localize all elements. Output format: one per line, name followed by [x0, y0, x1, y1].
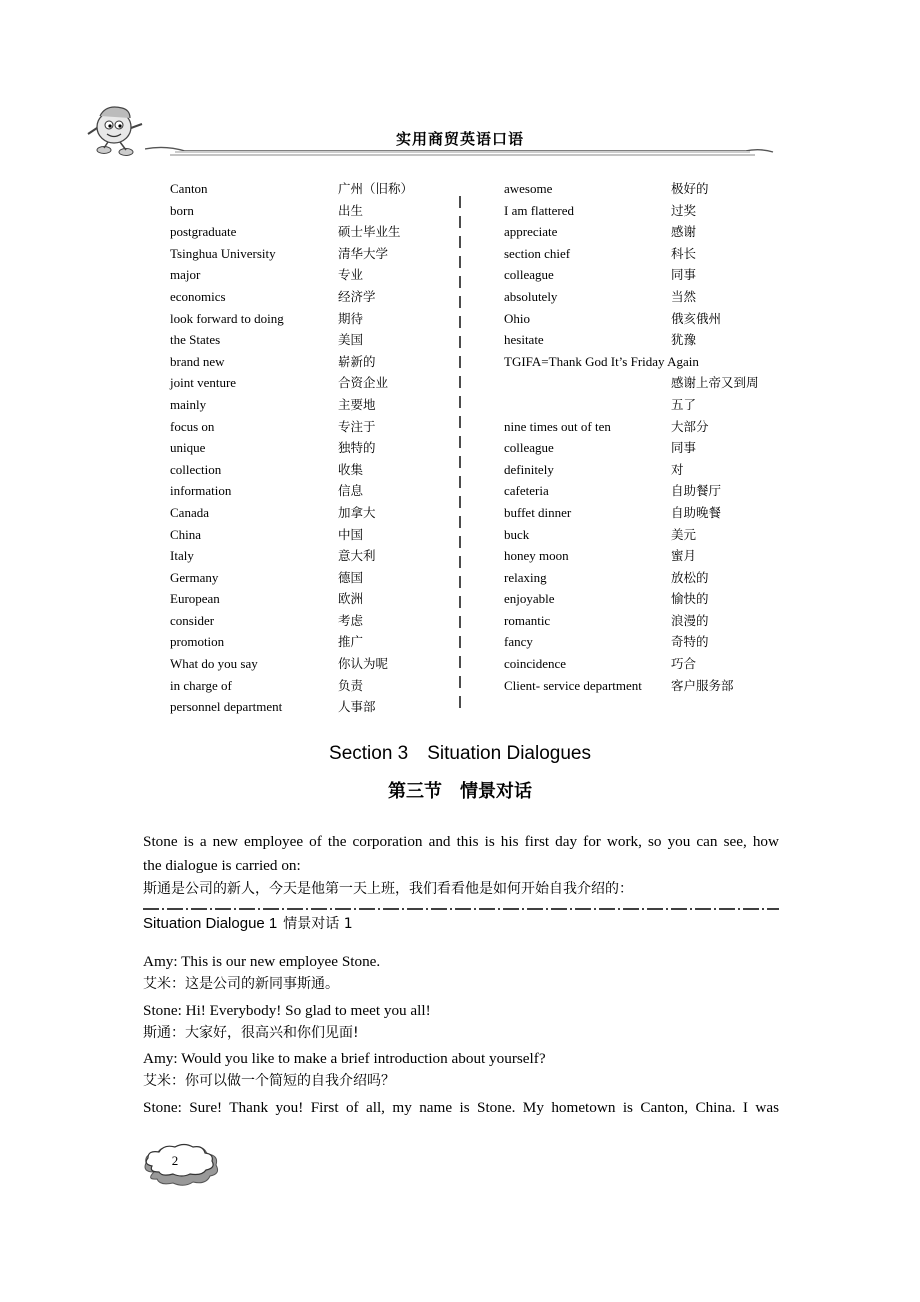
vocab-english: European — [170, 591, 220, 607]
vocab-chinese: 放松的 — [671, 569, 709, 585]
vocab-english: section chief — [504, 245, 571, 261]
vocab-english: honey moon — [504, 548, 569, 564]
vocab-english: relaxing — [504, 569, 547, 585]
vocab-english: appreciate — [504, 224, 558, 240]
section-title: Section 3 Situation Dialogues — [329, 743, 591, 764]
vocab-row — [504, 545, 804, 567]
vocab-row — [170, 696, 460, 718]
vocab-chinese: 加拿大 — [338, 504, 376, 520]
vocab-row — [504, 588, 804, 610]
dialogue-line-zh: 艾米：你可以做一个简短的自我介绍吗？ — [143, 1073, 395, 1089]
vocab-chinese: 专业 — [338, 267, 364, 283]
vocab-english: nine times out of ten — [504, 418, 611, 434]
vocab-chinese: 经济学 — [338, 288, 376, 304]
vocab-chinese: 巧合 — [671, 656, 697, 672]
vocab-row — [504, 286, 804, 308]
vocab-chinese: 硕士毕业生 — [338, 224, 401, 240]
vocab-chinese: 广州（旧称） — [338, 181, 414, 196]
vocab-chinese: 人事部 — [338, 699, 376, 715]
vocab-english: personnel department — [170, 699, 283, 715]
vocab-english: colleague — [504, 267, 554, 283]
vocab-row — [170, 308, 460, 330]
vocab-row — [504, 567, 804, 589]
vocab-row — [504, 329, 804, 351]
vocab-english: in charge of — [170, 677, 232, 693]
vocab-english: postgraduate — [170, 224, 237, 240]
vocab-english: born — [170, 202, 194, 218]
vocab-row — [170, 567, 460, 589]
vocab-english: What do you say — [170, 656, 258, 672]
vocab-chinese: 收集 — [338, 461, 364, 477]
page-number: 2 — [171, 1153, 179, 1168]
vocab-row — [170, 675, 460, 697]
vocab-row — [170, 351, 460, 373]
vocab-row — [504, 372, 804, 394]
vocab-chinese: 感谢 — [671, 224, 697, 240]
vocab-chinese: 中国 — [338, 526, 364, 542]
dialogue-line-en: Amy: Would you like to make a brief introduction about yourself? — [143, 1050, 546, 1067]
vocab-chinese: 蜜月 — [671, 548, 697, 564]
vocab-chinese: 大部分 — [671, 418, 709, 434]
vocab-english: coincidence — [504, 656, 567, 672]
vocab-row — [170, 416, 460, 438]
vocab-english: economics — [170, 288, 226, 304]
vocab-row — [504, 480, 804, 502]
vocab-row — [170, 178, 460, 200]
vocab-chinese: 负责 — [338, 677, 364, 693]
vocab-chinese: 浪漫的 — [671, 612, 709, 628]
vocab-row — [504, 200, 804, 222]
vocab-chinese: 推广 — [338, 634, 364, 650]
vocab-row — [170, 243, 460, 265]
vocab-chinese: 自助晚餐 — [671, 504, 722, 520]
vocab-chinese: 期待 — [338, 310, 364, 326]
vocab-english: information — [170, 483, 232, 499]
dialogue-heading-en: Situation Dialogue 1 — [143, 915, 278, 932]
vocab-english: China — [170, 526, 202, 542]
vocab-chinese: 愉快的 — [671, 591, 709, 607]
dialogue-line-en: Stone: Hi! Everybody! So glad to meet you all! — [143, 1002, 431, 1019]
vocab-english: promotion — [170, 634, 225, 650]
vocab-chinese: 对 — [671, 461, 684, 477]
vocab-english: Germany — [170, 569, 219, 585]
dialogue-heading-zh: 情景对话 1 — [283, 916, 353, 932]
vocab-chinese: 奇特的 — [671, 634, 709, 650]
vocab-row — [504, 416, 804, 438]
vocab-chinese: 考虑 — [338, 612, 364, 628]
vocab-row — [170, 480, 460, 502]
dialogue-line-en-last: Stone: Sure! Thank you! First of all, my name is Stone. My hometown is Canton, China. I was — [143, 1099, 779, 1116]
vocab-english: brand new — [170, 353, 225, 369]
vocab-row — [170, 372, 460, 394]
intro-line-2: the dialogue is carried on: — [143, 857, 301, 874]
vocab-chinese: 同事 — [671, 440, 697, 456]
section-title-chinese: 第三节 情景对话 — [388, 781, 532, 802]
vocab-english: buffet dinner — [504, 504, 572, 520]
vocab-row — [504, 610, 804, 632]
vocab-chinese: 德国 — [338, 569, 364, 585]
vocab-row — [170, 437, 460, 459]
vocab-row — [170, 588, 460, 610]
vocab-english: Canada — [170, 504, 209, 520]
dialogue-line-zh: 艾米：这是公司的新同事斯通。 — [143, 976, 339, 992]
vocab-english: Ohio — [504, 310, 530, 326]
vocab-english: consider — [170, 612, 215, 628]
vocab-chinese: 感谢上帝又到周 — [671, 375, 759, 391]
vocab-chinese: 专注于 — [338, 418, 376, 434]
vocab-list-right — [504, 178, 804, 696]
intro-chinese: 斯通是公司的新人，今天是他第一天上班，我们看看他是如何开始自我介绍的： — [143, 881, 633, 897]
vocab-row — [170, 264, 460, 286]
vocab-english: colleague — [504, 440, 554, 456]
vocab-row — [170, 631, 460, 653]
vocab-english: I am flattered — [504, 202, 575, 218]
vocab-english: Tsinghua University — [170, 245, 276, 261]
vocab-chinese: 出生 — [338, 202, 364, 218]
column-divider — [458, 196, 462, 716]
vocab-row — [504, 243, 804, 265]
vocab-chinese: 独特的 — [338, 440, 376, 456]
vocab-english: TGIFA=Thank God It’s Friday Again — [504, 353, 699, 369]
vocab-row — [504, 264, 804, 286]
vocab-english: unique — [170, 440, 206, 456]
vocab-chinese: 犹豫 — [671, 332, 697, 348]
vocab-row — [170, 610, 460, 632]
vocab-chinese: 崭新的 — [338, 353, 376, 369]
vocab-english: enjoyable — [504, 591, 555, 607]
vocab-chinese: 客户服务部 — [671, 677, 734, 693]
vocab-chinese: 欧洲 — [338, 591, 364, 607]
vocab-english: cafeteria — [504, 483, 549, 499]
vocab-row — [504, 524, 804, 546]
vocab-english: Italy — [170, 548, 194, 564]
header-divider — [145, 143, 775, 164]
vocab-english: mainly — [170, 396, 207, 412]
vocab-chinese: 俄亥俄州 — [671, 310, 722, 326]
vocab-row — [170, 653, 460, 675]
vocab-english: buck — [504, 526, 530, 542]
vocab-chinese: 美元 — [671, 526, 697, 542]
vocab-row — [504, 675, 804, 697]
vocab-row — [170, 524, 460, 546]
vocab-row — [170, 329, 460, 351]
dialogue-heading — [143, 913, 353, 933]
vocab-row — [170, 394, 460, 416]
vocab-row — [504, 178, 804, 200]
vocab-english: focus on — [170, 418, 215, 434]
dialogue-line-en: Amy: This is our new employee Stone. — [143, 953, 381, 970]
vocab-row — [504, 351, 804, 373]
vocab-row — [170, 459, 460, 481]
vocab-english: look forward to doing — [170, 310, 284, 326]
vocab-chinese: 五了 — [671, 396, 697, 412]
vocab-english: joint venture — [170, 375, 237, 391]
vocab-chinese: 美国 — [338, 332, 364, 348]
vocab-chinese: 信息 — [338, 483, 364, 499]
vocab-chinese: 过奖 — [671, 202, 697, 218]
book-title: 实用商贸英语口语 — [395, 130, 524, 148]
vocab-row — [170, 502, 460, 524]
vocab-row — [504, 459, 804, 481]
vocab-english: romantic — [504, 612, 551, 628]
vocab-row — [504, 221, 804, 243]
vocab-english: Canton — [170, 181, 208, 196]
vocab-row — [504, 394, 804, 416]
vocab-chinese: 同事 — [671, 267, 697, 283]
intro-line-1: Stone is a new employee of the corporation and this is his first day for work, so you can see, how — [143, 833, 779, 850]
dialogue-line-zh: 斯通：大家好，很高兴和你们见面! — [143, 1025, 359, 1041]
vocab-english: definitely — [504, 461, 554, 477]
vocab-row — [504, 502, 804, 524]
vocab-english: major — [170, 267, 201, 283]
vocab-row — [504, 653, 804, 675]
vocab-row — [504, 437, 804, 459]
vocab-english: fancy — [504, 634, 533, 650]
vocab-english: awesome — [504, 181, 553, 196]
vocab-row — [170, 545, 460, 567]
vocab-list-left — [170, 178, 460, 718]
vocab-chinese: 清华大学 — [338, 245, 389, 261]
vocab-chinese: 你认为呢 — [338, 656, 389, 672]
vocab-chinese: 合资企业 — [338, 375, 389, 391]
vocab-chinese: 自助餐厅 — [671, 483, 722, 499]
vocab-english: hesitate — [504, 332, 544, 348]
vocab-chinese: 意大利 — [338, 548, 376, 564]
vocab-row — [504, 308, 804, 330]
vocab-english: absolutely — [504, 288, 558, 304]
vocab-chinese: 科长 — [671, 245, 697, 261]
vocab-english: the States — [170, 332, 221, 348]
vocab-chinese: 极好的 — [671, 181, 709, 196]
vocab-row — [170, 286, 460, 308]
vocab-row — [504, 631, 804, 653]
vocab-english: collection — [170, 461, 222, 477]
vocab-chinese: 主要地 — [338, 396, 376, 412]
vocab-row — [170, 200, 460, 222]
vocab-chinese: 当然 — [671, 288, 697, 304]
vocab-row — [170, 221, 460, 243]
vocab-english: Client- service department — [504, 677, 642, 693]
